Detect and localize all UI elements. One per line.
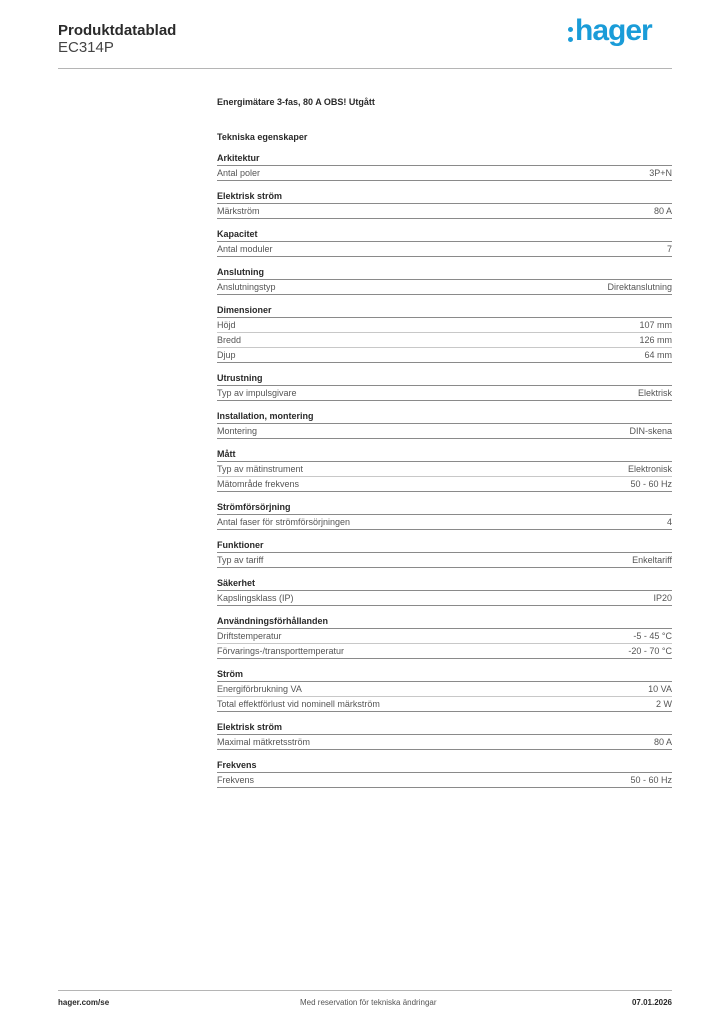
spec-row (217, 682, 672, 697)
spec-value: 50 - 60 Hz (630, 775, 672, 785)
spec-group (217, 577, 672, 606)
spec-group-title: Dimensioner (217, 304, 672, 318)
footer-date: 07.01.2026 (631, 998, 672, 1007)
spec-value: -20 - 70 °C (628, 646, 672, 656)
spec-group-title: Elektrisk ström (217, 721, 672, 735)
spec-label: Antal poler (217, 168, 261, 178)
spec-content (217, 96, 672, 788)
spec-label: Montering (217, 426, 258, 436)
spec-group-title: Kapacitet (217, 228, 672, 242)
spec-group-title: Funktioner (217, 539, 672, 553)
spec-row (217, 697, 672, 712)
spec-group (217, 448, 672, 492)
spec-row (217, 424, 672, 439)
spec-group (217, 372, 672, 401)
spec-row (217, 333, 672, 348)
spec-value: 64 mm (644, 350, 672, 360)
spec-label: Antal faser för strömförsörjningen (217, 517, 351, 527)
spec-value: Elektronisk (627, 464, 672, 474)
product-code: EC314P (58, 39, 114, 56)
spec-label: Typ av impulsgivare (217, 388, 297, 398)
spec-value: 10 VA (648, 684, 672, 694)
spec-label: Mätområde frekvens (217, 479, 300, 489)
spec-group-title: Utrustning (217, 372, 672, 386)
footer-website: hager.com/se (58, 998, 110, 1007)
spec-value: 80 A (653, 737, 672, 747)
spec-group (217, 668, 672, 712)
spec-row (217, 348, 672, 363)
logo-dots-icon (568, 27, 573, 42)
spec-group-title: Mått (217, 448, 672, 462)
spec-row (217, 515, 672, 530)
spec-row (217, 166, 672, 181)
spec-value: 107 mm (639, 320, 672, 330)
spec-row (217, 629, 672, 644)
spec-value: 50 - 60 Hz (630, 479, 672, 489)
spec-label: Total effektförlust vid nominell märkström (217, 699, 380, 709)
spec-value: DIN-skena (629, 426, 672, 436)
spec-label: Kapslingsklass (IP) (217, 593, 294, 603)
logo-text: hager (575, 14, 652, 47)
spec-row (217, 477, 672, 492)
spec-value: 3P+N (649, 168, 672, 178)
spec-label: Bredd (217, 335, 242, 345)
spec-label: Märkström (217, 206, 260, 216)
spec-value: Elektrisk (637, 388, 672, 398)
spec-group-title: Användningsförhållanden (217, 615, 672, 629)
spec-group-title: Frekvens (217, 759, 672, 773)
spec-row (217, 242, 672, 257)
spec-label: Anslutningstyp (217, 282, 276, 292)
spec-value: 7 (666, 244, 672, 254)
spec-row (217, 773, 672, 788)
spec-group-title: Elektrisk ström (217, 190, 672, 204)
spec-row (217, 735, 672, 750)
spec-row (217, 386, 672, 401)
spec-row (217, 204, 672, 219)
spec-value: 2 W (655, 699, 672, 709)
spec-group-title: Installation, montering (217, 410, 672, 424)
spec-value: Enkeltariff (632, 555, 672, 565)
spec-group (217, 759, 672, 788)
spec-row (217, 462, 672, 477)
spec-label: Frekvens (217, 775, 255, 785)
spec-row (217, 644, 672, 659)
spec-group-title: Arkitektur (217, 152, 672, 166)
product-subtitle: Energimätare 3-fas, 80 A OBS! Utgått (217, 97, 375, 107)
spec-label: Typ av tariff (217, 555, 264, 565)
spec-row (217, 591, 672, 606)
spec-group (217, 304, 672, 363)
spec-row (217, 318, 672, 333)
footer-divider (58, 990, 672, 991)
spec-label: Förvarings-/transporttemperatur (217, 646, 345, 656)
hager-logo (568, 14, 652, 48)
header-divider (58, 68, 672, 69)
spec-value: Direktanslutning (607, 282, 672, 292)
spec-value: 80 A (653, 206, 672, 216)
spec-group-title: Strömförsörjning (217, 501, 672, 515)
spec-group (217, 615, 672, 659)
spec-label: Antal moduler (217, 244, 273, 254)
spec-row (217, 280, 672, 295)
spec-group-title: Säkerhet (217, 577, 672, 591)
spec-group (217, 152, 672, 181)
spec-group-title: Ström (217, 668, 672, 682)
spec-group (217, 501, 672, 530)
spec-group-title: Anslutning (217, 266, 672, 280)
section-heading: Tekniska egenskaper (217, 132, 308, 142)
spec-value: 126 mm (639, 335, 672, 345)
spec-label: Höjd (217, 320, 236, 330)
spec-groups (217, 152, 672, 788)
spec-value: 4 (666, 517, 672, 527)
spec-group (217, 539, 672, 568)
spec-label: Typ av mätinstrument (217, 464, 304, 474)
spec-group (217, 190, 672, 219)
spec-group (217, 410, 672, 439)
spec-row (217, 553, 672, 568)
spec-group (217, 266, 672, 295)
footer-disclaimer: Med reservation för tekniska ändringar (300, 998, 437, 1007)
spec-label: Djup (217, 350, 236, 360)
spec-group (217, 721, 672, 750)
spec-label: Maximal mätkretsström (217, 737, 311, 747)
spec-label: Driftstemperatur (217, 631, 282, 641)
spec-label: Energiförbrukning VA (217, 684, 302, 694)
spec-group (217, 228, 672, 257)
spec-value: IP20 (653, 593, 672, 603)
spec-value: -5 - 45 °C (633, 631, 672, 641)
document-title: Produktdatablad (58, 22, 177, 39)
